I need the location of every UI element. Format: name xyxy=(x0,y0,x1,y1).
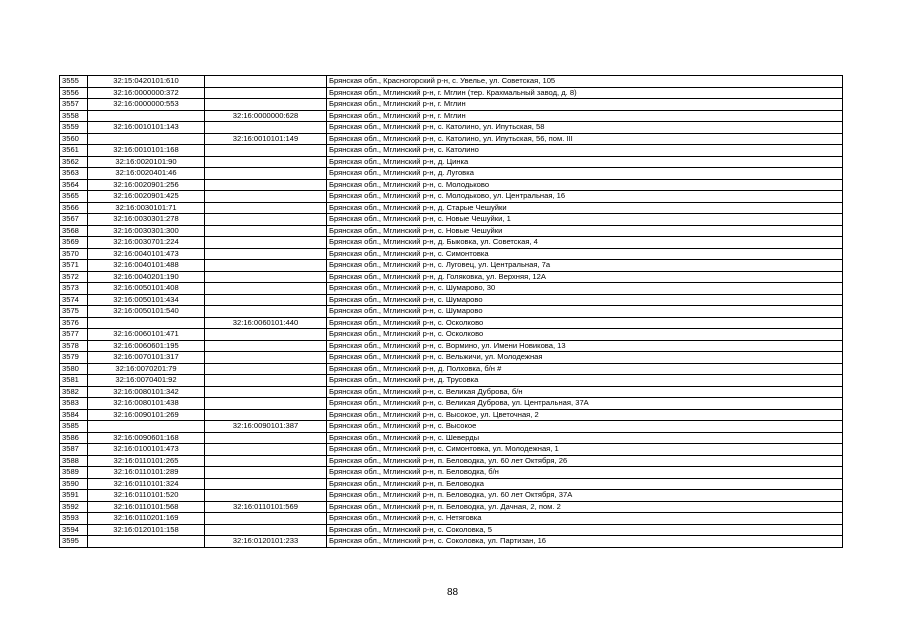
row-number-cell: 3588 xyxy=(60,455,88,467)
row-number-cell: 3595 xyxy=(60,536,88,548)
row-number-cell: 3564 xyxy=(60,179,88,191)
cadastral-number-cell: 32:16:0020101:90 xyxy=(88,156,205,168)
address-cell: Брянская обл., Мглинский р-н, д. Старые Чешуйки xyxy=(327,202,843,214)
table-row xyxy=(60,421,843,433)
cadastral-number-cell: 32:16:0050101:540 xyxy=(88,306,205,318)
address-cell: Брянская обл., Мглинский р-н, с. Католино xyxy=(327,145,843,157)
address-cell: Брянская обл., Мглинский р-н, с. Шумарово, 30 xyxy=(327,283,843,295)
related-cadastral-number-cell xyxy=(205,490,327,502)
table-row xyxy=(60,536,843,548)
row-number-cell: 3567 xyxy=(60,214,88,226)
row-number-cell: 3585 xyxy=(60,421,88,433)
address-cell: Брянская обл., Мглинский р-н, д. Луговка xyxy=(327,168,843,180)
row-number-cell: 3565 xyxy=(60,191,88,203)
table-row xyxy=(60,317,843,329)
cadastral-number-cell xyxy=(88,110,205,122)
table-row xyxy=(60,225,843,237)
row-number-cell: 3591 xyxy=(60,490,88,502)
table-row xyxy=(60,145,843,157)
table-row xyxy=(60,87,843,99)
related-cadastral-number-cell xyxy=(205,237,327,249)
related-cadastral-number-cell xyxy=(205,524,327,536)
address-cell: Брянская обл., Мглинский р-н, п. Беловодка xyxy=(327,478,843,490)
table-row xyxy=(60,363,843,375)
table-row xyxy=(60,156,843,168)
row-number-cell: 3574 xyxy=(60,294,88,306)
cadastral-number-cell: 32:15:0420101:610 xyxy=(88,76,205,88)
row-number-cell: 3572 xyxy=(60,271,88,283)
cadastral-number-cell: 32:16:0080101:342 xyxy=(88,386,205,398)
row-number-cell: 3577 xyxy=(60,329,88,341)
cadastral-number-cell: 32:16:0100101:473 xyxy=(88,444,205,456)
address-cell: Брянская обл., Мглинский р-н, с. Католино, ул. Ипутьская, 58 xyxy=(327,122,843,134)
row-number-cell: 3576 xyxy=(60,317,88,329)
cadastral-number-cell: 32:16:0110101:324 xyxy=(88,478,205,490)
cadastral-number-cell: 32:16:0000000:553 xyxy=(88,99,205,111)
table-row xyxy=(60,467,843,479)
table-row xyxy=(60,179,843,191)
cadastral-number-cell: 32:16:0060101:471 xyxy=(88,329,205,341)
related-cadastral-number-cell xyxy=(205,156,327,168)
address-cell: Брянская обл., Мглинский р-н, с. Вормино, ул. Имени Новикова, 13 xyxy=(327,340,843,352)
table-row xyxy=(60,202,843,214)
row-number-cell: 3594 xyxy=(60,524,88,536)
row-number-cell: 3575 xyxy=(60,306,88,318)
table-row xyxy=(60,501,843,513)
address-cell: Брянская обл., Красногорский р-н, с. Увелье, ул. Советская, 105 xyxy=(327,76,843,88)
table-row xyxy=(60,432,843,444)
related-cadastral-number-cell xyxy=(205,76,327,88)
row-number-cell: 3592 xyxy=(60,501,88,513)
table-row xyxy=(60,110,843,122)
cadastral-number-cell: 32:16:0030101:71 xyxy=(88,202,205,214)
table-row xyxy=(60,248,843,260)
row-number-cell: 3582 xyxy=(60,386,88,398)
table-row xyxy=(60,409,843,421)
row-number-cell: 3566 xyxy=(60,202,88,214)
row-number-cell: 3556 xyxy=(60,87,88,99)
row-number-cell: 3558 xyxy=(60,110,88,122)
address-cell: Брянская обл., Мглинский р-н, г. Мглин (тер. Крахмальный завод, д. 8) xyxy=(327,87,843,99)
related-cadastral-number-cell xyxy=(205,191,327,203)
address-cell: Брянская обл., Мглинский р-н, с. Великая Дуброва, ул. Центральная, 37А xyxy=(327,398,843,410)
cadastral-number-cell xyxy=(88,317,205,329)
related-cadastral-number-cell: 32:16:0060101:440 xyxy=(205,317,327,329)
table-row xyxy=(60,524,843,536)
property-table-body xyxy=(60,76,843,548)
cadastral-number-cell xyxy=(88,536,205,548)
row-number-cell: 3584 xyxy=(60,409,88,421)
cadastral-number-cell: 32:16:0110101:520 xyxy=(88,490,205,502)
row-number-cell: 3555 xyxy=(60,76,88,88)
related-cadastral-number-cell xyxy=(205,283,327,295)
related-cadastral-number-cell xyxy=(205,432,327,444)
address-cell: Брянская обл., Мглинский р-н, п. Беловодка, ул. 60 лет Октября, 37А xyxy=(327,490,843,502)
address-cell: Брянская обл., Мглинский р-н, п. Беловодка, ул. Дачная, 2, пом. 2 xyxy=(327,501,843,513)
related-cadastral-number-cell xyxy=(205,168,327,180)
row-number-cell: 3578 xyxy=(60,340,88,352)
address-cell: Брянская обл., Мглинский р-н, с. Католино, ул. Ипутьская, 56, пом. III xyxy=(327,133,843,145)
related-cadastral-number-cell xyxy=(205,306,327,318)
related-cadastral-number-cell xyxy=(205,409,327,421)
address-cell: Брянская обл., Мглинский р-н, с. Шеверды xyxy=(327,432,843,444)
related-cadastral-number-cell xyxy=(205,145,327,157)
table-row xyxy=(60,329,843,341)
row-number-cell: 3559 xyxy=(60,122,88,134)
address-cell: Брянская обл., Мглинский р-н, с. Симонтовка, ул. Молодежная, 1 xyxy=(327,444,843,456)
address-cell: Брянская обл., Мглинский р-н, с. Осколково xyxy=(327,329,843,341)
cadastral-number-cell xyxy=(88,133,205,145)
cadastral-number-cell: 32:16:0030701:224 xyxy=(88,237,205,249)
related-cadastral-number-cell: 32:16:0000000:628 xyxy=(205,110,327,122)
row-number-cell: 3563 xyxy=(60,168,88,180)
related-cadastral-number-cell: 32:16:0120101:233 xyxy=(205,536,327,548)
related-cadastral-number-cell xyxy=(205,363,327,375)
row-number-cell: 3562 xyxy=(60,156,88,168)
table-row xyxy=(60,340,843,352)
related-cadastral-number-cell xyxy=(205,352,327,364)
row-number-cell: 3580 xyxy=(60,363,88,375)
row-number-cell: 3587 xyxy=(60,444,88,456)
table-row xyxy=(60,237,843,249)
related-cadastral-number-cell xyxy=(205,179,327,191)
table-row xyxy=(60,99,843,111)
cadastral-number-cell: 32:16:0090101:269 xyxy=(88,409,205,421)
related-cadastral-number-cell xyxy=(205,398,327,410)
address-cell: Брянская обл., Мглинский р-н, д. Полховка, б/н # xyxy=(327,363,843,375)
row-number-cell: 3557 xyxy=(60,99,88,111)
cadastral-number-cell: 32:16:0110101:265 xyxy=(88,455,205,467)
table-row xyxy=(60,306,843,318)
table-row xyxy=(60,513,843,525)
related-cadastral-number-cell: 32:16:0090101:387 xyxy=(205,421,327,433)
table-row xyxy=(60,490,843,502)
related-cadastral-number-cell xyxy=(205,202,327,214)
related-cadastral-number-cell xyxy=(205,386,327,398)
cadastral-number-cell: 32:16:0110101:289 xyxy=(88,467,205,479)
related-cadastral-number-cell xyxy=(205,271,327,283)
address-cell: Брянская обл., Мглинский р-н, с. Осколково xyxy=(327,317,843,329)
row-number-cell: 3586 xyxy=(60,432,88,444)
cadastral-number-cell: 32:16:0020901:256 xyxy=(88,179,205,191)
cadastral-number-cell xyxy=(88,421,205,433)
address-cell: Брянская обл., Мглинский р-н, с. Великая Дуброва, б/н xyxy=(327,386,843,398)
address-cell: Брянская обл., Мглинский р-н, с. Молодьково xyxy=(327,179,843,191)
related-cadastral-number-cell xyxy=(205,444,327,456)
table-row xyxy=(60,191,843,203)
row-number-cell: 3571 xyxy=(60,260,88,272)
address-cell: Брянская обл., Мглинский р-н, с. Шумарово xyxy=(327,306,843,318)
related-cadastral-number-cell xyxy=(205,122,327,134)
cadastral-number-cell: 32:16:0050101:408 xyxy=(88,283,205,295)
cadastral-number-cell: 32:16:0020901:425 xyxy=(88,191,205,203)
related-cadastral-number-cell xyxy=(205,467,327,479)
table-row xyxy=(60,168,843,180)
table-row xyxy=(60,76,843,88)
related-cadastral-number-cell xyxy=(205,99,327,111)
table-row xyxy=(60,214,843,226)
cadastral-number-cell: 32:16:0030301:300 xyxy=(88,225,205,237)
cadastral-number-cell: 32:16:0110101:568 xyxy=(88,501,205,513)
table-row xyxy=(60,444,843,456)
cadastral-number-cell: 32:16:0090601:168 xyxy=(88,432,205,444)
table-row xyxy=(60,133,843,145)
address-cell: Брянская обл., Мглинский р-н, д. Цинка xyxy=(327,156,843,168)
address-cell: Брянская обл., Мглинский р-н, с. Молодьково, ул. Центральная, 16 xyxy=(327,191,843,203)
address-cell: Брянская обл., Мглинский р-н, д. Быковка, ул. Советская, 4 xyxy=(327,237,843,249)
address-cell: Брянская обл., Мглинский р-н, п. Беловодка, ул. 60 лет Октября, 26 xyxy=(327,455,843,467)
address-cell: Брянская обл., Мглинский р-н, с. Новые Чешуйки xyxy=(327,225,843,237)
cadastral-number-cell: 32:16:0030301:278 xyxy=(88,214,205,226)
table-row xyxy=(60,122,843,134)
address-cell: Брянская обл., Мглинский р-н, с. Луговец, ул. Центральная, 7а xyxy=(327,260,843,272)
row-number-cell: 3581 xyxy=(60,375,88,387)
row-number-cell: 3589 xyxy=(60,467,88,479)
related-cadastral-number-cell: 32:16:0110101:569 xyxy=(205,501,327,513)
address-cell: Брянская обл., Мглинский р-н, с. Вельжичи, ул. Молодежная xyxy=(327,352,843,364)
row-number-cell: 3561 xyxy=(60,145,88,157)
related-cadastral-number-cell xyxy=(205,260,327,272)
table-row xyxy=(60,260,843,272)
row-number-cell: 3570 xyxy=(60,248,88,260)
property-table xyxy=(59,75,843,548)
address-cell: Брянская обл., Мглинский р-н, с. Высокое xyxy=(327,421,843,433)
row-number-cell: 3583 xyxy=(60,398,88,410)
cadastral-number-cell: 32:16:0110201:169 xyxy=(88,513,205,525)
related-cadastral-number-cell xyxy=(205,294,327,306)
address-cell: Брянская обл., Мглинский р-н, с. Высокое, ул. Цветочная, 2 xyxy=(327,409,843,421)
cadastral-number-cell: 32:16:0080101:438 xyxy=(88,398,205,410)
address-cell: Брянская обл., Мглинский р-н, с. Новые Чешуйки, 1 xyxy=(327,214,843,226)
related-cadastral-number-cell xyxy=(205,248,327,260)
cadastral-number-cell: 32:16:0120101:158 xyxy=(88,524,205,536)
cadastral-number-cell: 32:16:0050101:434 xyxy=(88,294,205,306)
table-row xyxy=(60,283,843,295)
address-cell: Брянская обл., Мглинский р-н, с. Соколовка, ул. Партизан, 16 xyxy=(327,536,843,548)
row-number-cell: 3568 xyxy=(60,225,88,237)
related-cadastral-number-cell xyxy=(205,513,327,525)
cadastral-number-cell: 32:16:0020401:46 xyxy=(88,168,205,180)
table-row xyxy=(60,386,843,398)
address-cell: Брянская обл., Мглинский р-н, г. Мглин xyxy=(327,99,843,111)
cadastral-number-cell: 32:16:0010101:143 xyxy=(88,122,205,134)
address-cell: Брянская обл., Мглинский р-н, с. Нетяговка xyxy=(327,513,843,525)
cadastral-number-cell: 32:16:0060601:195 xyxy=(88,340,205,352)
address-cell: Брянская обл., Мглинский р-н, д. Трусовка xyxy=(327,375,843,387)
table-row xyxy=(60,455,843,467)
related-cadastral-number-cell xyxy=(205,214,327,226)
page-number: 88 xyxy=(446,587,459,598)
table-row xyxy=(60,352,843,364)
table-row xyxy=(60,398,843,410)
cadastral-number-cell: 32:16:0000000:372 xyxy=(88,87,205,99)
row-number-cell: 3569 xyxy=(60,237,88,249)
cadastral-number-cell: 32:16:0010101:168 xyxy=(88,145,205,157)
row-number-cell: 3560 xyxy=(60,133,88,145)
related-cadastral-number-cell xyxy=(205,478,327,490)
address-cell: Брянская обл., Мглинский р-н, п. Беловодка, б/н xyxy=(327,467,843,479)
row-number-cell: 3593 xyxy=(60,513,88,525)
cadastral-number-cell: 32:16:0070401:92 xyxy=(88,375,205,387)
table-row xyxy=(60,271,843,283)
related-cadastral-number-cell xyxy=(205,329,327,341)
related-cadastral-number-cell xyxy=(205,225,327,237)
table-row xyxy=(60,294,843,306)
row-number-cell: 3590 xyxy=(60,478,88,490)
cadastral-number-cell: 32:16:0070201:79 xyxy=(88,363,205,375)
related-cadastral-number-cell xyxy=(205,87,327,99)
address-cell: Брянская обл., Мглинский р-н, с. Соколовка, 5 xyxy=(327,524,843,536)
row-number-cell: 3579 xyxy=(60,352,88,364)
cadastral-number-cell: 32:16:0040201:190 xyxy=(88,271,205,283)
address-cell: Брянская обл., Мглинский р-н, г. Мглин xyxy=(327,110,843,122)
table-row xyxy=(60,375,843,387)
cadastral-number-cell: 32:16:0040101:473 xyxy=(88,248,205,260)
related-cadastral-number-cell xyxy=(205,375,327,387)
table-row xyxy=(60,478,843,490)
address-cell: Брянская обл., Мглинский р-н, с. Симонтовка xyxy=(327,248,843,260)
related-cadastral-number-cell xyxy=(205,455,327,467)
address-cell: Брянская обл., Мглинский р-н, с. Шумарово xyxy=(327,294,843,306)
related-cadastral-number-cell: 32:16:0010101:149 xyxy=(205,133,327,145)
cadastral-number-cell: 32:16:0040101:488 xyxy=(88,260,205,272)
row-number-cell: 3573 xyxy=(60,283,88,295)
cadastral-number-cell: 32:16:0070101:317 xyxy=(88,352,205,364)
related-cadastral-number-cell xyxy=(205,340,327,352)
address-cell: Брянская обл., Мглинский р-н, д. Голяковка, ул. Верхняя, 12А xyxy=(327,271,843,283)
